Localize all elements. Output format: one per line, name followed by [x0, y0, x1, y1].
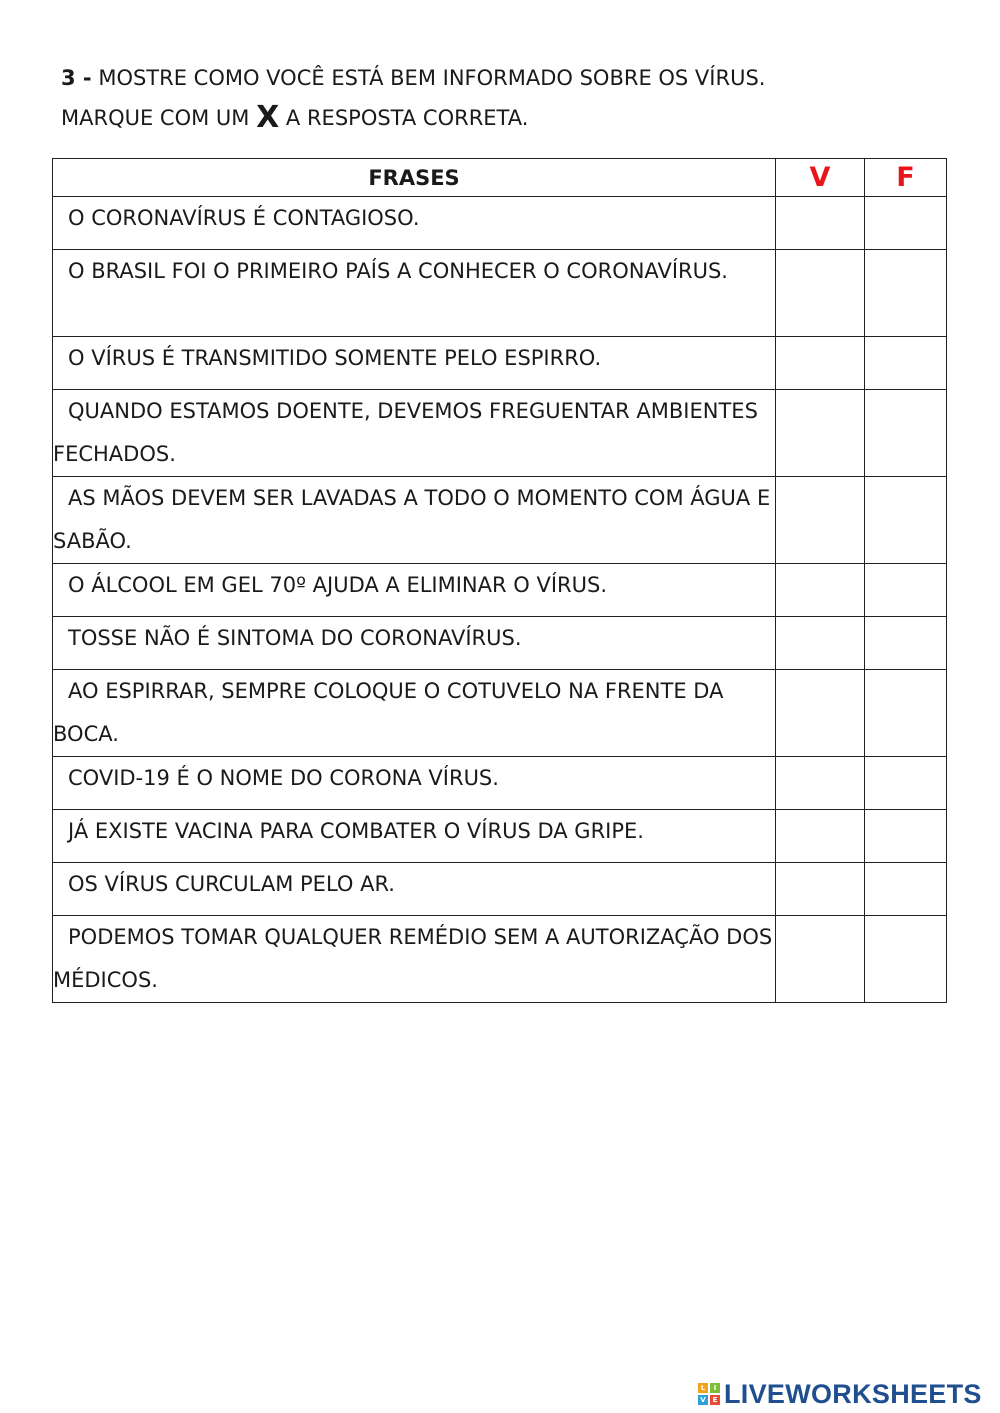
phrase-text: PODEMOS TOMAR QUALQUER REMÉDIO SEM A AUTORIZAÇÃO DOS MÉDICOS.: [53, 925, 773, 992]
logo-tile: I: [710, 1383, 720, 1393]
phrase-text: O CORONAVÍRUS É CONTAGIOSO.: [68, 206, 420, 230]
phrase-cell: [53, 617, 776, 670]
phrase-text: AO ESPIRRAR, SEMPRE COLOQUE O COTUVELO NA FRENTE DA BOCA.: [53, 679, 724, 746]
answer-false-cell[interactable]: [865, 250, 947, 337]
header-false: F: [865, 159, 947, 197]
phrase-cell: [53, 863, 776, 916]
table-row: [53, 670, 947, 757]
logo-tile: V: [698, 1395, 708, 1405]
phrase-cell: [53, 810, 776, 863]
phrase-cell: [53, 670, 776, 757]
phrase-cell: [53, 757, 776, 810]
header-true: V: [776, 159, 865, 197]
answer-true-cell[interactable]: [776, 810, 865, 863]
instruction-text-1: MOSTRE COMO VOCÊ ESTÁ BEM INFORMADO SOBRE OS VÍRUS.: [98, 66, 766, 90]
brand-name: LIVEWORKSHEETS: [724, 1378, 982, 1409]
phrase-text: OS VÍRUS CURCULAM PELO AR.: [68, 872, 395, 896]
answer-true-cell[interactable]: [776, 863, 865, 916]
answer-false-cell[interactable]: [865, 477, 947, 564]
answer-true-cell[interactable]: [776, 390, 865, 477]
answer-false-cell[interactable]: [865, 916, 947, 1003]
mark-x-symbol: X: [256, 100, 280, 135]
question-number: 3 -: [61, 66, 92, 90]
answer-false-cell[interactable]: [865, 810, 947, 863]
answer-true-cell[interactable]: [776, 916, 865, 1003]
logo-tile: E: [710, 1395, 720, 1405]
table-row: [53, 197, 947, 250]
instruction-text-2a: MARQUE COM UM: [61, 106, 250, 130]
table-row: [53, 863, 947, 916]
answer-false-cell[interactable]: [865, 564, 947, 617]
phrase-text: TOSSE NÃO É SINTOMA DO CORONAVÍRUS.: [68, 626, 522, 650]
table-row: [53, 916, 947, 1003]
answer-true-cell[interactable]: [776, 757, 865, 810]
phrase-text: O BRASIL FOI O PRIMEIRO PAÍS A CONHECER O CORONAVÍRUS.: [68, 259, 728, 283]
phrase-cell: [53, 564, 776, 617]
phrase-cell: [53, 477, 776, 564]
answer-true-cell[interactable]: [776, 564, 865, 617]
answer-true-cell[interactable]: [776, 670, 865, 757]
table-row: [53, 617, 947, 670]
answer-true-cell[interactable]: [776, 337, 865, 390]
answer-false-cell[interactable]: [865, 617, 947, 670]
table-row: [53, 337, 947, 390]
instruction-line-1: [61, 58, 961, 98]
answer-false-cell[interactable]: [865, 670, 947, 757]
table-row: [53, 250, 947, 337]
answer-true-cell[interactable]: [776, 197, 865, 250]
instruction-text-2b: A RESPOSTA CORRETA.: [285, 106, 529, 130]
phrase-cell: [53, 197, 776, 250]
liveworksheets-logo-icon: [698, 1383, 720, 1405]
answer-false-cell[interactable]: [865, 757, 947, 810]
phrase-text: COVID-19 É O NOME DO CORONA VÍRUS.: [68, 766, 499, 790]
answer-false-cell[interactable]: [865, 197, 947, 250]
phrase-cell: [53, 250, 776, 337]
table-row: [53, 564, 947, 617]
true-false-table: [52, 158, 947, 1003]
phrase-cell: [53, 916, 776, 1003]
phrase-text: JÁ EXISTE VACINA PARA COMBATER O VÍRUS DA GRIPE.: [68, 819, 644, 843]
answer-false-cell[interactable]: [865, 863, 947, 916]
table-row: [53, 810, 947, 863]
header-phrases: FRASES: [53, 159, 776, 197]
liveworksheets-brand: [698, 1378, 982, 1410]
phrase-cell: [53, 337, 776, 390]
table-row: [53, 757, 947, 810]
phrase-text: O ÁLCOOL EM GEL 70º AJUDA A ELIMINAR O VÍRUS.: [68, 573, 607, 597]
instructions: [61, 58, 961, 138]
table-header-row: [53, 159, 947, 197]
answer-true-cell[interactable]: [776, 477, 865, 564]
phrase-text: QUANDO ESTAMOS DOENTE, DEVEMOS FREGUENTAR AMBIENTES FECHADOS.: [53, 399, 758, 466]
instruction-line-2: [61, 98, 961, 138]
answer-false-cell[interactable]: [865, 337, 947, 390]
phrase-text: AS MÃOS DEVEM SER LAVADAS A TODO O MOMENTO COM ÁGUA E SABÃO.: [53, 486, 771, 553]
answer-true-cell[interactable]: [776, 250, 865, 337]
answer-false-cell[interactable]: [865, 390, 947, 477]
phrase-cell: [53, 390, 776, 477]
answer-true-cell[interactable]: [776, 617, 865, 670]
logo-tile: L: [698, 1383, 708, 1393]
table-row: [53, 390, 947, 477]
phrase-text: O VÍRUS É TRANSMITIDO SOMENTE PELO ESPIRRO.: [68, 346, 602, 370]
table-row: [53, 477, 947, 564]
